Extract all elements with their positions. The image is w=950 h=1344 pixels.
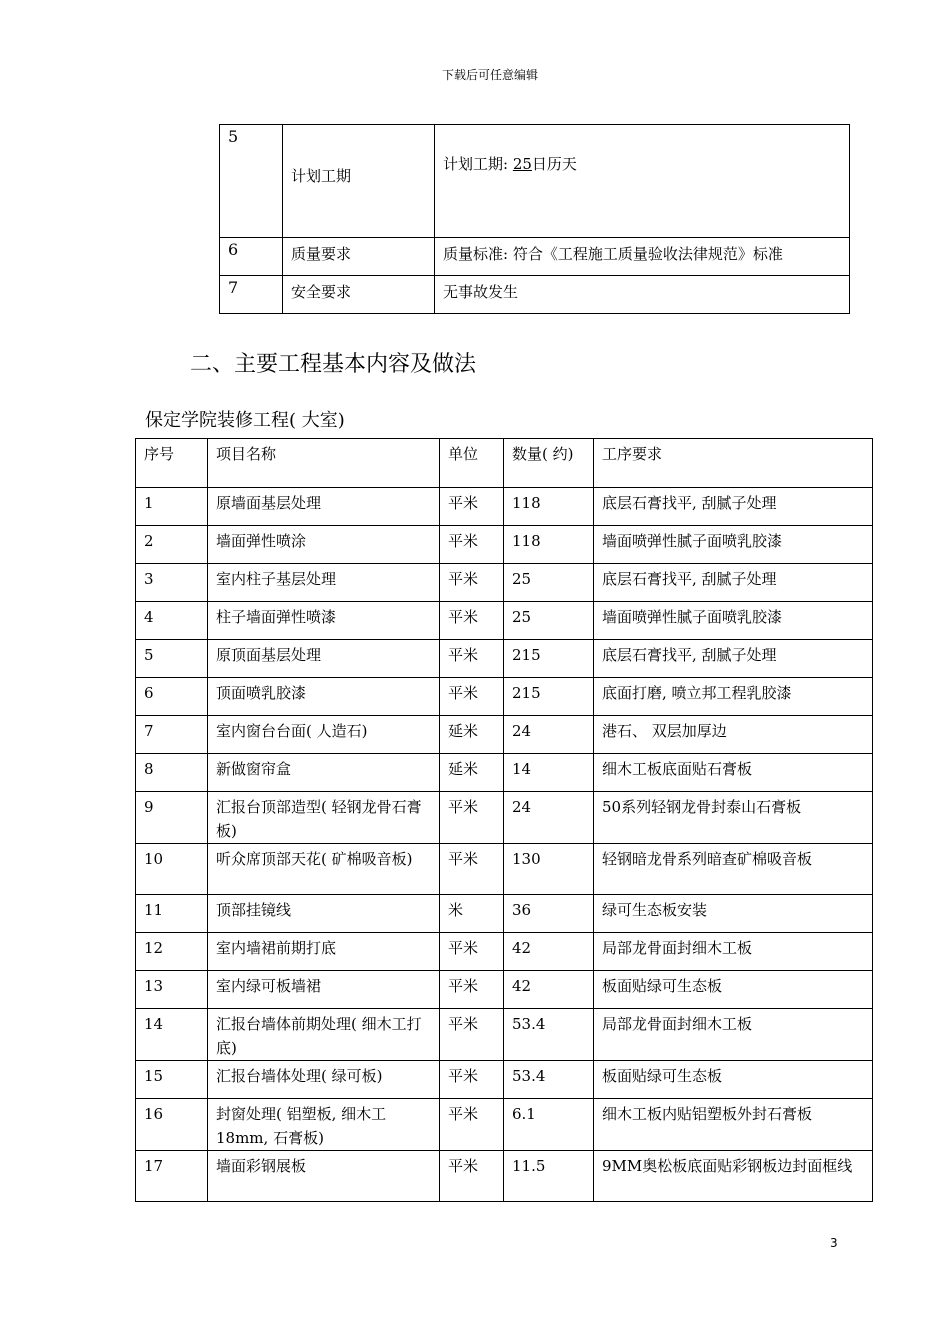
col-item-name: 汇报台墙体处理( 绿可板): [208, 1061, 440, 1099]
col-unit: 平米: [440, 1061, 504, 1099]
col-process: 墙面喷弹性腻子面喷乳胶漆: [594, 602, 873, 640]
col-item-name: 室内窗台台面( 人造石): [208, 716, 440, 754]
col-process: 底层石膏找平, 刮腻子处理: [594, 564, 873, 602]
col-unit: 平米: [440, 564, 504, 602]
table-row: [136, 1061, 873, 1099]
col-item-name: 听众席顶部天花( 矿棉吸音板): [208, 844, 440, 895]
col-quantity: 53.4: [504, 1009, 594, 1061]
col-item-name: 墙面彩钢展板: [208, 1151, 440, 1202]
col-process: 板面贴绿可生态板: [594, 1061, 873, 1099]
header-col-unit: 单位: [440, 439, 504, 488]
col-unit: 平米: [440, 488, 504, 526]
col-process: 50系列轻钢龙骨封泰山石膏板: [594, 792, 873, 844]
table-row: [136, 526, 873, 564]
col-item-name: 室内绿可板墙裙: [208, 971, 440, 1009]
row-label: 质量要求: [283, 238, 435, 276]
col-process: 细木工板内贴铝塑板外封石膏板: [594, 1099, 873, 1151]
col-process: 局部龙骨面封细木工板: [594, 933, 873, 971]
col-quantity: 24: [504, 792, 594, 844]
col-index: 8: [136, 754, 208, 792]
table-header-row: [136, 439, 873, 488]
col-item-name: 顶部挂镜线: [208, 895, 440, 933]
col-index: 3: [136, 564, 208, 602]
table-caption: 保定学院装修工程( 大室): [145, 410, 345, 431]
col-unit: 平米: [440, 1151, 504, 1202]
col-unit: 平米: [440, 1009, 504, 1061]
col-index: 15: [136, 1061, 208, 1099]
col-process: 绿可生态板安装: [594, 895, 873, 933]
table-row: [136, 488, 873, 526]
col-index: 7: [136, 716, 208, 754]
col-quantity: 11.5: [504, 1151, 594, 1202]
col-quantity: 36: [504, 895, 594, 933]
col-unit: 平米: [440, 844, 504, 895]
schedule-days: 25: [512, 155, 532, 173]
col-index: 4: [136, 602, 208, 640]
col-quantity: 24: [504, 716, 594, 754]
table-row: [136, 640, 873, 678]
col-item-name: 室内墙裙前期打底: [208, 933, 440, 971]
col-process: 轻钢暗龙骨系列暗查矿棉吸音板: [594, 844, 873, 895]
col-unit: 平米: [440, 971, 504, 1009]
col-quantity: 14: [504, 754, 594, 792]
col-item-name: 汇报台顶部造型( 轻钢龙骨石膏板): [208, 792, 440, 844]
col-unit: 延米: [440, 716, 504, 754]
col-quantity: 215: [504, 678, 594, 716]
work-items-table: [135, 438, 873, 1202]
col-index: 12: [136, 933, 208, 971]
row-number: 6: [220, 238, 283, 276]
row-number: 7: [220, 276, 283, 314]
col-item-name: 新做窗帘盒: [208, 754, 440, 792]
col-process: 9MM奥松板底面贴彩钢板边封面框线: [594, 1151, 873, 1202]
col-process: 板面贴绿可生态板: [594, 971, 873, 1009]
col-item-name: 原顶面基层处理: [208, 640, 440, 678]
col-quantity: 25: [504, 602, 594, 640]
table-row: [136, 844, 873, 895]
row-content: 质量标准: 符合《工程施工质量验收法律规范》标准: [435, 238, 850, 276]
table-row: [136, 678, 873, 716]
col-quantity: 42: [504, 933, 594, 971]
table-row: [136, 895, 873, 933]
row-label: 安全要求: [283, 276, 435, 314]
col-quantity: 25: [504, 564, 594, 602]
header-col-quantity: 数量( 约): [504, 439, 594, 488]
table-row: [136, 1151, 873, 1202]
col-quantity: 130: [504, 844, 594, 895]
table-row: [136, 933, 873, 971]
row-content: 无事故发生: [435, 276, 850, 314]
col-index: 16: [136, 1099, 208, 1151]
col-item-name: 封窗处理( 铝塑板, 细木工18mm, 石膏板): [208, 1099, 440, 1151]
col-item-name: 汇报台墙体前期处理( 细木工打底): [208, 1009, 440, 1061]
section-title: 二、主要工程基本内容及做法: [190, 352, 477, 377]
col-unit: 平米: [440, 933, 504, 971]
col-index: 2: [136, 526, 208, 564]
col-unit: 平米: [440, 602, 504, 640]
page-number: 3: [830, 1236, 838, 1250]
col-quantity: 42: [504, 971, 594, 1009]
header-col-process: 工序要求: [594, 439, 873, 488]
col-process: 底层石膏找平, 刮腻子处理: [594, 488, 873, 526]
table-row: [136, 754, 873, 792]
table-row: [136, 971, 873, 1009]
col-item-name: 室内柱子基层处理: [208, 564, 440, 602]
col-index: 14: [136, 1009, 208, 1061]
page-header: 下载后可任意编辑: [441, 68, 538, 82]
col-item-name: 墙面弹性喷涂: [208, 526, 440, 564]
col-index: 1: [136, 488, 208, 526]
col-item-name: 原墙面基层处理: [208, 488, 440, 526]
col-quantity: 118: [504, 526, 594, 564]
col-unit: 平米: [440, 1099, 504, 1151]
table-row: [136, 1099, 873, 1151]
col-quantity: 53.4: [504, 1061, 594, 1099]
col-index: 5: [136, 640, 208, 678]
col-item-name: 顶面喷乳胶漆: [208, 678, 440, 716]
header-col-index: 序号: [136, 439, 208, 488]
col-quantity: 118: [504, 488, 594, 526]
table-row: [136, 564, 873, 602]
row-label: 计划工期: [283, 125, 435, 238]
row-number: 5: [220, 125, 283, 238]
col-unit: 平米: [440, 678, 504, 716]
table-row: [136, 602, 873, 640]
col-unit: 平米: [440, 526, 504, 564]
col-process: 底面打磨, 喷立邦工程乳胶漆: [594, 678, 873, 716]
col-process: 墙面喷弹性腻子面喷乳胶漆: [594, 526, 873, 564]
col-quantity: 215: [504, 640, 594, 678]
table-row: [136, 792, 873, 844]
col-index: 11: [136, 895, 208, 933]
col-index: 9: [136, 792, 208, 844]
col-item-name: 柱子墙面弹性喷漆: [208, 602, 440, 640]
col-index: 17: [136, 1151, 208, 1202]
col-quantity: 6.1: [504, 1099, 594, 1151]
col-unit: 延米: [440, 754, 504, 792]
col-unit: 平米: [440, 640, 504, 678]
project-info-table: [219, 124, 850, 314]
col-unit: 米: [440, 895, 504, 933]
col-process: 局部龙骨面封细木工板: [594, 1009, 873, 1061]
col-process: 底层石膏找平, 刮腻子处理: [594, 640, 873, 678]
col-unit: 平米: [440, 792, 504, 844]
header-col-item-name: 项目名称: [208, 439, 440, 488]
col-process: 港石、 双层加厚边: [594, 716, 873, 754]
col-index: 6: [136, 678, 208, 716]
col-index: 13: [136, 971, 208, 1009]
col-process: 细木工板底面贴石膏板: [594, 754, 873, 792]
col-index: 10: [136, 844, 208, 895]
row-content: 计划工期: 25日历天: [435, 125, 850, 238]
table-row: [136, 716, 873, 754]
table-row: [136, 1009, 873, 1061]
